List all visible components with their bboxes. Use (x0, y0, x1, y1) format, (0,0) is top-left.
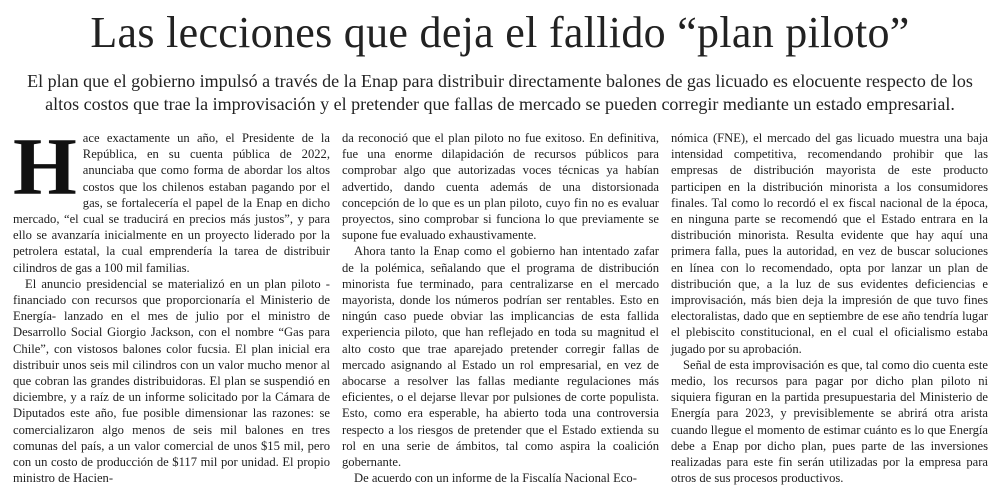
paragraph: De acuerdo con un informe de la Fiscalía Nacional Eco- (354, 471, 637, 486)
article-body (13, 121, 989, 486)
headline: Las lecciones que deja el fallido “plan piloto” (90, 8, 910, 57)
paragraph: Ahora tanto la Enap como el gobierno han intentado zafar de la polémica, señalando que el programa de distribución minorista fue terminado, para centralizarse en el mercado mayorista, donde los números podrían ser rentables. Esto en ningún caso puede obviar las implicancias de esta fallida experiencia piloto, que han reflejado en toda su magnitud el alto costo que trae aparejado pretender corregir fallas de mercado asignando al Estado un rol empresarial, en vez de abocarse a resolver las fallas mediante regulaciones más eficientes, o el dejarse llevar por pulsiones de corte populista. Esto, como era esperable, ha abierto toda una controversia respecto a los riesgos de pretender que el Estado extienda su rol en una serie de ámbitos, tal como aspira la coalición gobernante. (342, 244, 659, 470)
column-2 (342, 130, 659, 486)
drop-cap: H (13, 121, 77, 212)
paragraph: da reconoció que el plan piloto no fue exitoso. En definitiva, fue una enorme dilapidación de recursos públicos para comprobar algo que autorizadas voces técnicas ya habían advertido, dando cuenta además de una distorsionada concepción de lo que es un plan piloto, cuyo fin no es evaluar proyectos, sino comprobar si funciona lo que previamente se supone fue evaluado exhaustivamente. (342, 131, 659, 243)
paragraph: ace exactamente un año, el Presidente de la República, en su cuenta pública de 2022, anunciaba que como forma de abordar los altos costos que los chilenos estaban pagando por el gas, se fortalecería el papel de la Enap en dicho mercado, “el cual se traducirá en precios más justos”, y para ello se avanzaría inicialmente en un proyecto liderado por la petrolera estatal, la cual emprendería la tarea de distribuir cilindros de gas a 100 mil familias. (13, 131, 330, 275)
column-3 (671, 130, 988, 486)
paragraph: Señal de esta improvisación es que, tal como dio cuenta este medio, los recursos para pagar por dicho plan piloto ni siquiera figuran en la partida presupuestaria del Ministerio de Energía para 2023, y previsiblemente se abrirá otra arista cuando llegue el momento de estimar cuánto es lo que Energía debe a Enap por dicho plan, pues parte de las inversiones realizadas para este fin serán utilizadas por la empresa para otros de sus procesos productivos. (671, 357, 988, 486)
paragraph: nómica (FNE), el mercado del gas licuado muestra una baja intensidad competitiva, recomendando prohibir que las empresas de distribución mayorista de este producto participen en la distribución minorista a los consumidores finales. Tal como lo recordó el ex fiscal nacional de la época, en ninguna parte se recomendó que el Estado entrara en la distribución minorista. Resulta evidente que hay aquí una primera falla, pues la autoridad, en vez de buscar soluciones en línea con lo recomendado, opta por lanzar un plan de distribución que, a la luz de sus evidentes deficiencias e improvisación, más bien deja la impresión de que tuvo fines electoralistas, dado que en septiembre de ese año tendría lugar el plebiscito constitucional, en el cual el oficialismo estaba jugado por su aprobación. (671, 131, 988, 356)
paragraph: El anuncio presidencial se materializó en un plan piloto -financiado con recursos que proporcionaría el Ministerio de Energía- lanzado en el mes de julio por el ministro de Desarrollo Social Giorgio Jackson, con el nombre “Gas para Chile”, con vistosos balones color fucsia. El plan inicial era distribuir unos seis mil cilindros con un valor mucho menor al que cobran las grandes distribuidoras. El plan se suspendió en diciembre, y a raíz de un informe solicitado por la Cámara de Diputados este año, fue posible dimensionar las razones: se comercializaron algo menos de seis mil balones en tres comunas del país, a un valor comercial de unos $15 mil, pero con un costo de producción de $117 mil por unidad. El propio ministro de Hacien- (13, 276, 330, 486)
lead-paragraph: El plan que el gobierno impulsó a través de la Enap para distribuir directamente balones de gas licuado es elocuente respecto de los altos costos que trae la improvisación y el pretender que fallas de mercado se pueden corregir mediante un estado empresarial. (27, 71, 973, 114)
column-1 (13, 121, 330, 486)
